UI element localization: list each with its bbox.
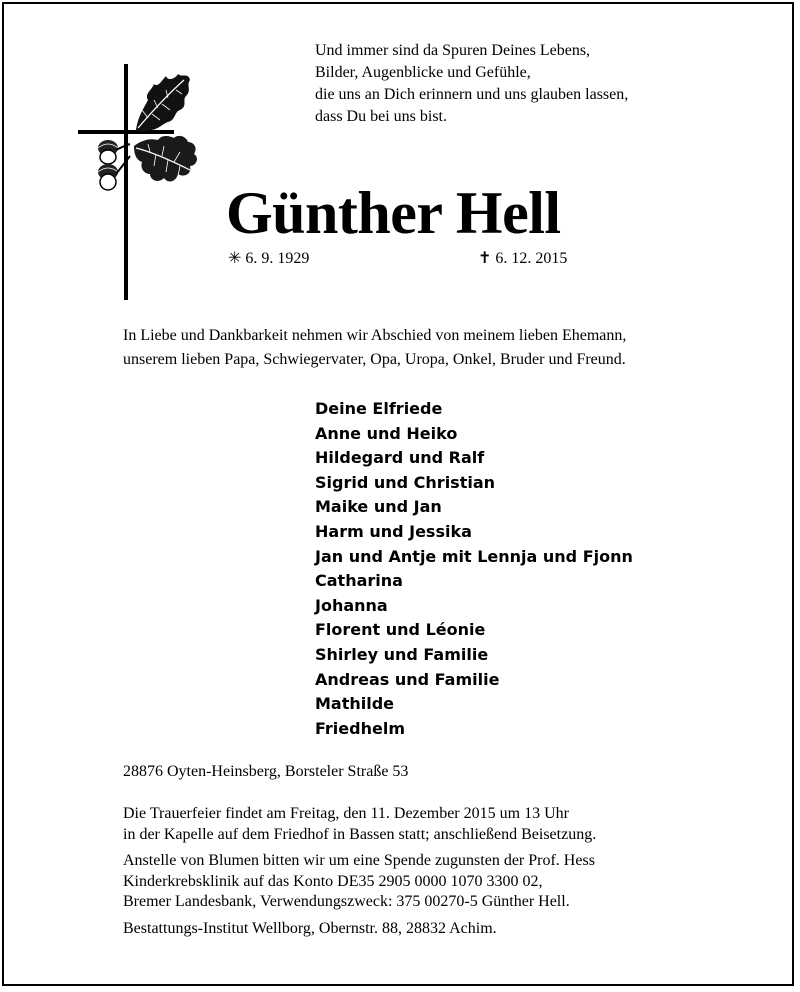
death-cross-icon: ✝	[478, 250, 492, 267]
family-member: Johanna	[315, 595, 388, 615]
birth-date	[228, 248, 309, 268]
cross-oak-leaf-icon	[78, 64, 208, 304]
death-date-value: 6. 12. 2015	[495, 250, 568, 267]
family-member: Shirley und Familie	[315, 644, 489, 664]
family-member: Friedhelm	[315, 718, 405, 738]
funeral-info	[123, 804, 596, 845]
farewell-line: In Liebe und Dankbarkeit nehmen wir Abschied von meinem lieben Ehemann,	[123, 327, 627, 344]
donation-line: Anstelle von Blumen bitten wir um eine Spende zugunsten der Prof. Hess	[123, 852, 595, 869]
family-member: Hildegard und Ralf	[315, 448, 485, 468]
farewell-line: unserem lieben Papa, Schwiegervater, Opa, Uropa, Onkel, Bruder und Freund.	[123, 351, 626, 368]
undertaker-info: Bestattungs-Institut Wellborg, Obernstr. 88, 28832 Achim.	[123, 919, 497, 937]
family-address: 28876 Oyten-Heinsberg, Borsteler Straße 53	[123, 763, 409, 780]
family-member: Sigrid und Christian	[315, 472, 496, 492]
family-member: Harm und Jessika	[315, 521, 472, 541]
family-member: Maike und Jan	[315, 497, 442, 517]
funeral-line: in der Kapelle auf dem Friedhof in Bassen statt; anschließend Beisetzung.	[123, 825, 597, 843]
farewell-text	[123, 324, 626, 372]
donation-info	[123, 851, 596, 913]
family-member: Catharina	[315, 571, 403, 591]
family-member: Andreas und Familie	[315, 669, 500, 689]
family-member: Florent und Léonie	[315, 620, 486, 640]
death-date	[478, 248, 567, 268]
poem-line: dass Du bei uns bist.	[315, 108, 447, 125]
birth-date-value: 6. 9. 1929	[245, 250, 310, 267]
poem-line: Und immer sind da Spuren Deines Lebens,	[315, 42, 591, 59]
family-member: Jan und Antje mit Lennja und Fjonn	[315, 546, 633, 566]
family-member: Anne und Heiko	[315, 423, 458, 443]
family-member: Deine Elfriede	[315, 399, 443, 418]
deceased-name: Günther Hell	[226, 180, 561, 246]
funeral-notes	[123, 804, 596, 945]
funeral-line: Die Trauerfeier findet am Freitag, den 11. Dezember 2015 um 13 Uhr	[123, 805, 569, 822]
poem-line: die uns an Dich erinnern und uns glauben lassen,	[315, 86, 629, 103]
donation-line: Kinderkrebsklinik auf das Konto DE35 2905 0000 1070 3300 02,	[123, 872, 543, 890]
memorial-poem	[315, 40, 628, 128]
family-member: Mathilde	[315, 694, 395, 714]
poem-line: Bilder, Augenblicke und Gefühle,	[315, 64, 531, 81]
birth-star-icon: ✳	[228, 250, 242, 267]
family-list	[315, 397, 633, 741]
donation-line: Bremer Landesbank, Verwendungszweck: 375 00270-5 Günther Hell.	[123, 893, 570, 910]
